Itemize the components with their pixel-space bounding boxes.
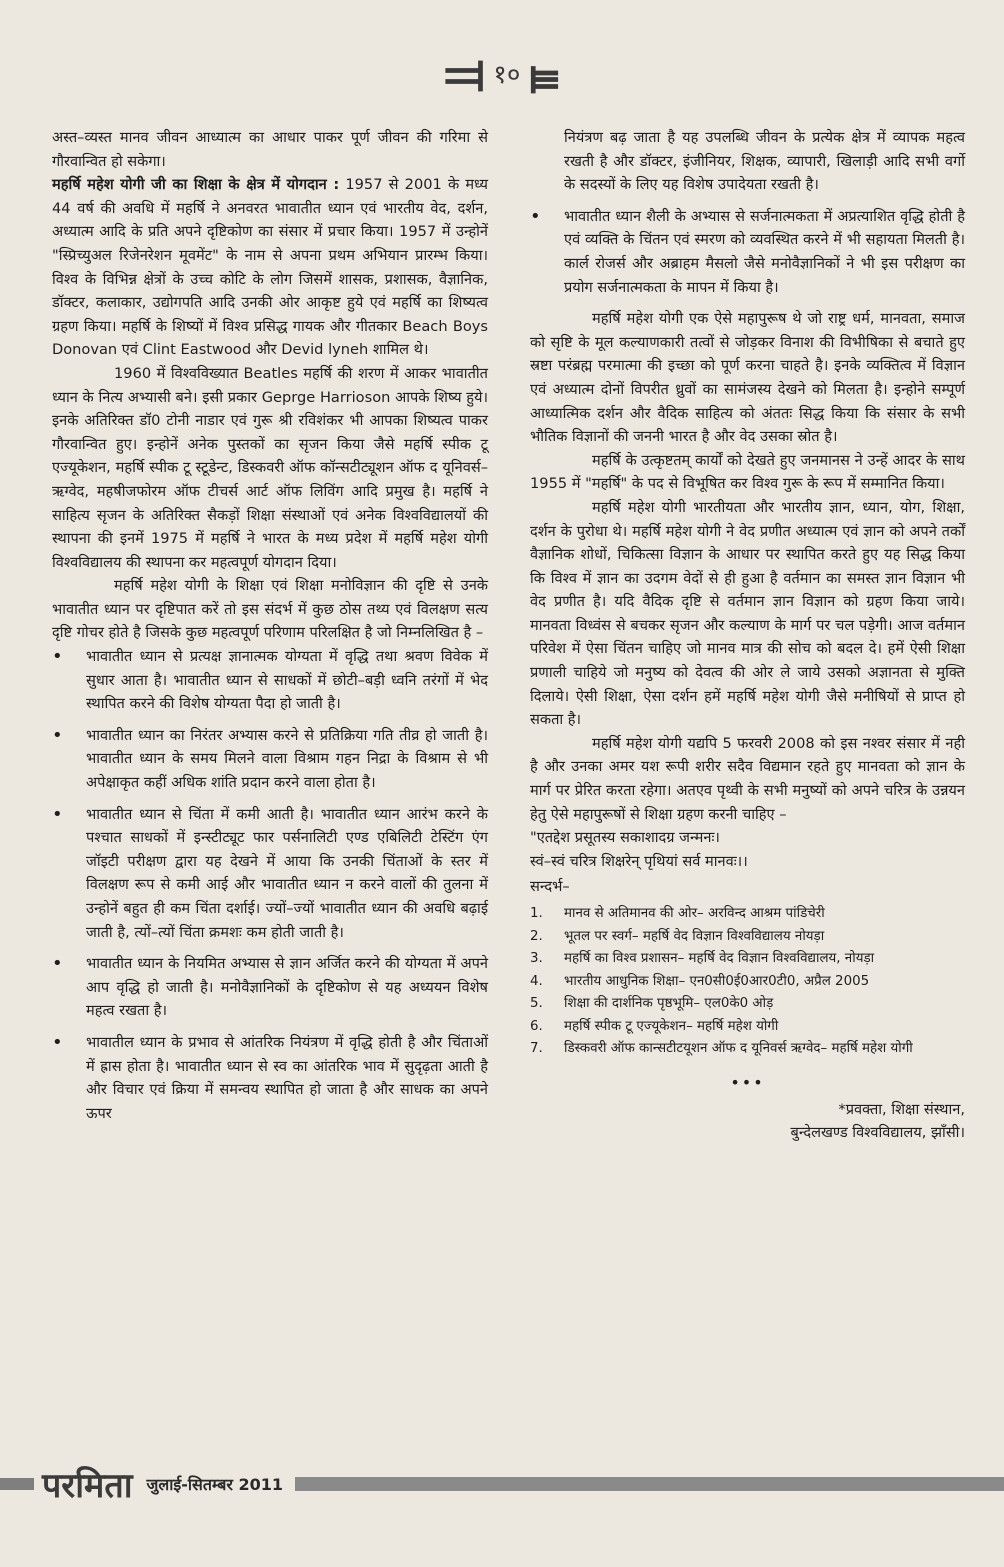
reference-text: महर्षि स्पीक टू एज्यूकेशन– महर्षि महेश योगी [564,1018,779,1034]
verse-line: "एतद्देश प्रसूतस्य सकाशादग्र जन्मनः। [530,829,720,847]
list-item: • भावातीत ध्यान का निरंतर अभ्यास करने से प्रतिक्रिया गति तीव्र हो जाती है। भावातीत ध्यान के समय मिलने वाला विश्राम गहन निद्रा के विश्राम से भी अपेक्षाकृत कहीं अधिक शांति प्रदान करने वाला होता है। [52,724,488,795]
reference-item [530,993,965,1016]
reference-number: 1. [530,906,543,921]
list-item: • भावातीत ध्यान के नियमित अभ्यास से ज्ञान अर्जित करने की योग्यता में अपने आप वृद्धि हो जाती है। मनोवैज्ञानिकों के दृष्टिकोण से यह अध्ययन विशेष महत्व रखता है। [52,952,488,1023]
right-column [530,126,965,1144]
footer-stripe-left [0,1478,34,1490]
reference-number: 5. [530,996,543,1011]
separator-dots: ••• [730,1072,765,1092]
footer-stripe-right [295,1477,1004,1491]
list-item: • भावातीत ध्यान शैली के अभ्यास से सर्जनात्मकता में अप्रत्याशित वृद्धि होती है एवं व्यक्ति के चिंतन एवं स्मरण को व्यवस्थित करने में भी सहायता मिलती है। कार्ल रोजर्स और अब्राहम मैसलो जैसे मनोवैज्ञानिकों ने भी इस परीक्षण का प्रयोग सर्जनात्मकता के मापन में किया है। [530,205,965,299]
paragraph: महर्षि महेश योगी एक ऐसे महापुरूष थे जो राष्ट्र धर्म, मानवता, समाज को सृष्टि के मूल कल्याणकारी तत्वों से जोड़कर विनाश की विभीषिका से बचाते हुए स्रष्टा परंब्रह्म परमात्मा की इच्छा को पूर्ण करना चाहते है। इनके व्यक्तित्व में विज्ञान एवं अध्यात्म दोनों विपरीत ध्रुवों का सामंजस्य देखने को मिलता है। इन्होने सम्पूर्ण आध्यात्मिक दर्शन और वैदिक साहित्य को अंततः सिद्ध किया कि संसार के सभी भौतिक विज्ञानों की जननी भारत है और वेद उसका स्रोत है। [530,310,965,446]
reference-item [530,971,965,994]
magazine-title: परमिता [42,1466,133,1506]
reference-number: 4. [530,973,543,989]
page-number: १० [493,60,521,90]
reference-text: मानव से अतिमानव की ओर– अरविन्द आश्रम पांडिचेरी [564,906,825,921]
reference-text: डिस्कवरी ऑफ कान्सटीटयूशन ऑफ द यूनिवर्स ऋग्वेद– महर्षि महेश योगी [564,1041,913,1056]
reference-text: भारतीय आधुनिक शिक्षा– एन0सी0ई0आर0टी0, अप्रैल 2005 [564,973,870,989]
list-item: • भावातीत ध्यान से प्रत्यक्ष ज्ञानात्मक योग्यता में वृद्धि तथा श्रवण विवेक में सुधार आता है। भावातीत ध्यान से साधकों में छोटी–बड़ी ध्वनि तरंगों में भेद स्थापित करने की विशेष योग्यता पैदा हो जाती है। [52,645,488,716]
list-item: • भावातील ध्यान के प्रभाव से आंतरिक नियंत्रण में वृद्धि होती है और चिंताओं में ह्रास होता है। भावातीत ध्यान से स्व का आंतरिक भाव में सुदृढ़ता आती है और विचार एवं क्रिया में समन्वय स्थापित हो जाता है और साधक का अपने ऊपर [52,1031,488,1125]
page-header [0,38,1004,108]
page-footer [0,1462,1004,1506]
references-list [530,903,965,1061]
references-title: सन्दर्भ– [530,878,570,896]
paragraph: महर्षि के उत्कृष्टतम् कार्यों को देखते हुए जनमानस ने उन्हें आदर के साथ 1955 में "महर्षि" के पद से विभूषित कर विश्व गुरू के रूप में सम्मानित किया। [530,451,965,493]
reference-text: भूतल पर स्वर्ग– महर्षि वेद विज्ञान विश्वविद्यालय नोयड़ा [564,928,825,944]
reference-text: शिक्षा की दार्शनिक पृष्ठभूमि– एल0के0 ओड़ [564,996,774,1011]
reference-number: 7. [530,1041,543,1056]
paragraph: महर्षि महेश योगी भारतीयता और भारतीय ज्ञान, ध्यान, योग, शिक्षा, दर्शन के पुरोधा थे। महर्षि महेश योगी ने वेद प्रणीत अध्यात्म एवं ज्ञान को अपने तर्कों वैज्ञानिक शोधों, चिकित्सा विज्ञान के आधार पर स्थापित करते हुए यह सिद्ध किया कि विश्व में ज्ञान का उदगम वेदों से ही हुआ है वर्तमान का समस्त ज्ञान विज्ञान भी वेद प्रणीत है। यदि वैदिक दृष्टि से वर्तमान ज्ञान विज्ञान को ग्रहण किया जाये। मानवता विध्वंस से बचकर सृजन और कल्याण के मार्ग पर चल पड़ेगी। आज वर्तमान परिवेश में ऐसा चिंतन चाहिए जो मानव मात्र की सोच को बदल दे। हमें ऐसी शिक्षा प्रणाली चाहिये जो मनुष्य को देवत्व की ओर ले जाये उसको अज्ञानता से मुक्ति दिलाये। ऐसी शिक्षा, ऐसा दर्शन हमें महर्षि महेश योगी जैसे मनीषियों से प्राप्त हो सकता है। [530,498,965,729]
bullet-list [530,205,965,299]
reference-item [530,1016,965,1039]
affiliation-line: बुन्देलखण्ड विश्वविद्यालय, झाँसी। [790,1124,965,1142]
author-affiliation [530,1098,965,1144]
reference-number: 2. [530,928,543,944]
verse-line: स्वं–स्वं चरित्र शिक्षरेन् पृथियां सर्व मानवः।। [530,852,748,870]
paragraph: महर्षि महेश योगी यद्यपि 5 फरवरी 2008 को इस नश्वर संसार में नही है और उनका अमर यश रूपी शरीर सदैव विद्यमान रहते हुए मानवता को ज्ञान के मार्ग पर प्रेरित करता रहेगा। अतएव पृथ्वी के सभी मनुष्यों को अपने चरित्र के उन्नयन हेतु ऐसे महापुरूषों से शिक्षा ग्रहण करनी चाहिए – [530,734,965,823]
paragraph: 1960 में विश्वविख्यात Beatles महर्षि की शरण में आकर भावातीत ध्यान के नित्य अभ्यासी बने। इसी प्रकार Geprge Harrioson आपके शिष्य हुये। इनके अतिरिक्त डॉ0 टोनी नाडार एवं गुरू श्री रविशंकर भी आपका शिष्यत्व पाकर गौरवान्वित हुए। इन्होनें अनेक पुस्तकों का सृजन किया जैसे महर्षि स्पीक टू एज्यूकेशन, महर्षि स्पीक टू स्टूडेन्ट, डिस्कवरी ऑफ कॉन्सटीट्यूशन ऑफ द यूनिवर्स– ऋग्वेद, महषीजफोरम ऑफ टीचर्स आर्ट ऑफ लिविंग आदि प्रमुख है। महर्षि ने साहित्य सृजन के अतिरिक्त सैकड़ों शिक्षा संस्थाओं एवं अनेक विश्वविद्यालयों की स्थापना की इनमें 1975 में महर्षि ने भारत के मध्य प्रदेश में महर्षि महेश योगी विश्वविद्यालय की स्थापना कर महत्वपूर्ण योगदान दिया। [52,364,488,571]
issue-date: जुलाई-सितम्बर 2011 [146,1475,283,1494]
paragraph: नियंत्रण बढ़ जाता है यह उपलब्धि जीवन के प्रत्येक क्षेत्र में व्यापक महत्व रखती है और डॉक्टर, इंजीनियर, शिक्षक, व्यापारी, खिलाड़ी आदि सभी वर्गो के सदस्यों के लिए यह विशेष उपादेयता रखती है। [564,129,965,194]
reference-item [530,903,965,926]
header-ornament-left: ⫤ [444,41,486,105]
reference-item [530,926,965,949]
affiliation-line: *प्रवक्ता, शिक्षा संस्थान, [838,1101,965,1119]
header-ornament-right: ⫢ [528,41,560,105]
reference-text: महर्षि का विश्व प्रशासन– महर्षि वेद विज्ञान विश्वविद्यालय, नोयड़ा [564,951,875,966]
section-heading: महर्षि महेश योगी जी का शिक्षा के क्षेत्र में योगदान : [52,176,340,194]
paragraph: अस्त–व्यस्त मानव जीवन आध्यात्म का आधार पाकर पूर्ण जीवन की गरिमा से गौरवान्वित हो सकेगा। [52,129,488,170]
reference-number: 3. [530,951,543,966]
left-column [52,126,488,1133]
paragraph: महर्षि महेश योगी के शिक्षा एवं शिक्षा मनोविज्ञान की दृष्टि से उनके भावातीत ध्यान पर दृष्टिपात करें तो इस संदर्भ में कुछ ठोस तथ्य एवं विलक्षण सत्य दृष्टि गोचर होते है जिसके कुछ महत्वपूर्ण परिणाम परिलक्षित है जो निम्नलिखित है – [52,577,488,642]
bullet-list [52,645,488,1125]
reference-item [530,1038,965,1061]
paragraph [52,173,488,362]
list-item: • भावातीत ध्यान से चिंता में कमी आती है। भावातीत ध्यान आरंभ करने के पश्चात साधकों में इन्स्टीट्यूट फार पर्सनालिटी एण्ड एबिलिटी टेस्टिंग एंग जॉइटी परीक्षण द्वारा यह देखने में आया कि उनकी चिंताओं के स्तर में विलक्षण रूप से कमी आई और भावातीत ध्यान न करने वालों की तुलना में उन्होनें बहुत ही कम चिंता दर्शाई। ज्यों–ज्यों भावातीत ध्यान की अवधि बढ़ाई जाती है, त्यों–त्यों चिंता क्रमशः कम होती जाती है। [52,803,488,945]
reference-number: 6. [530,1018,543,1034]
reference-item [530,948,965,971]
paragraph-text: 1957 से 2001 के मध्य 44 वर्ष की अवधि में महर्षि ने अनवरत भावातीत ध्यान एवं भारतीय वेद, दर्शन, अध्यात्म आदि के प्रति अपने दृष्टिकोण का संसार में प्रचार किया। 1957 में उन्होनें "स्प्रिच्युअल रिजेनरेशन मूवमेंट" के नाम से अपना प्रथम अभियान प्रारम्भ किया। विश्व के विभिन्न क्षेत्रों के उच्च कोटि के लोग जिसमें शासक, प्रशासक, वैज्ञानिक, डॉक्टर, कलाकार, उद्योगपति आदि उनकी ओर आकृष्ट हुये एवं महर्षि का शिष्यत्व ग्रहण किया। महर्षि के शिष्यों में विश्व प्रसिद्ध गायक और गीतकार Beach Boys Donovan एवं Clint Eastwood और Devid lyneh शामिल थे। [52,176,488,359]
